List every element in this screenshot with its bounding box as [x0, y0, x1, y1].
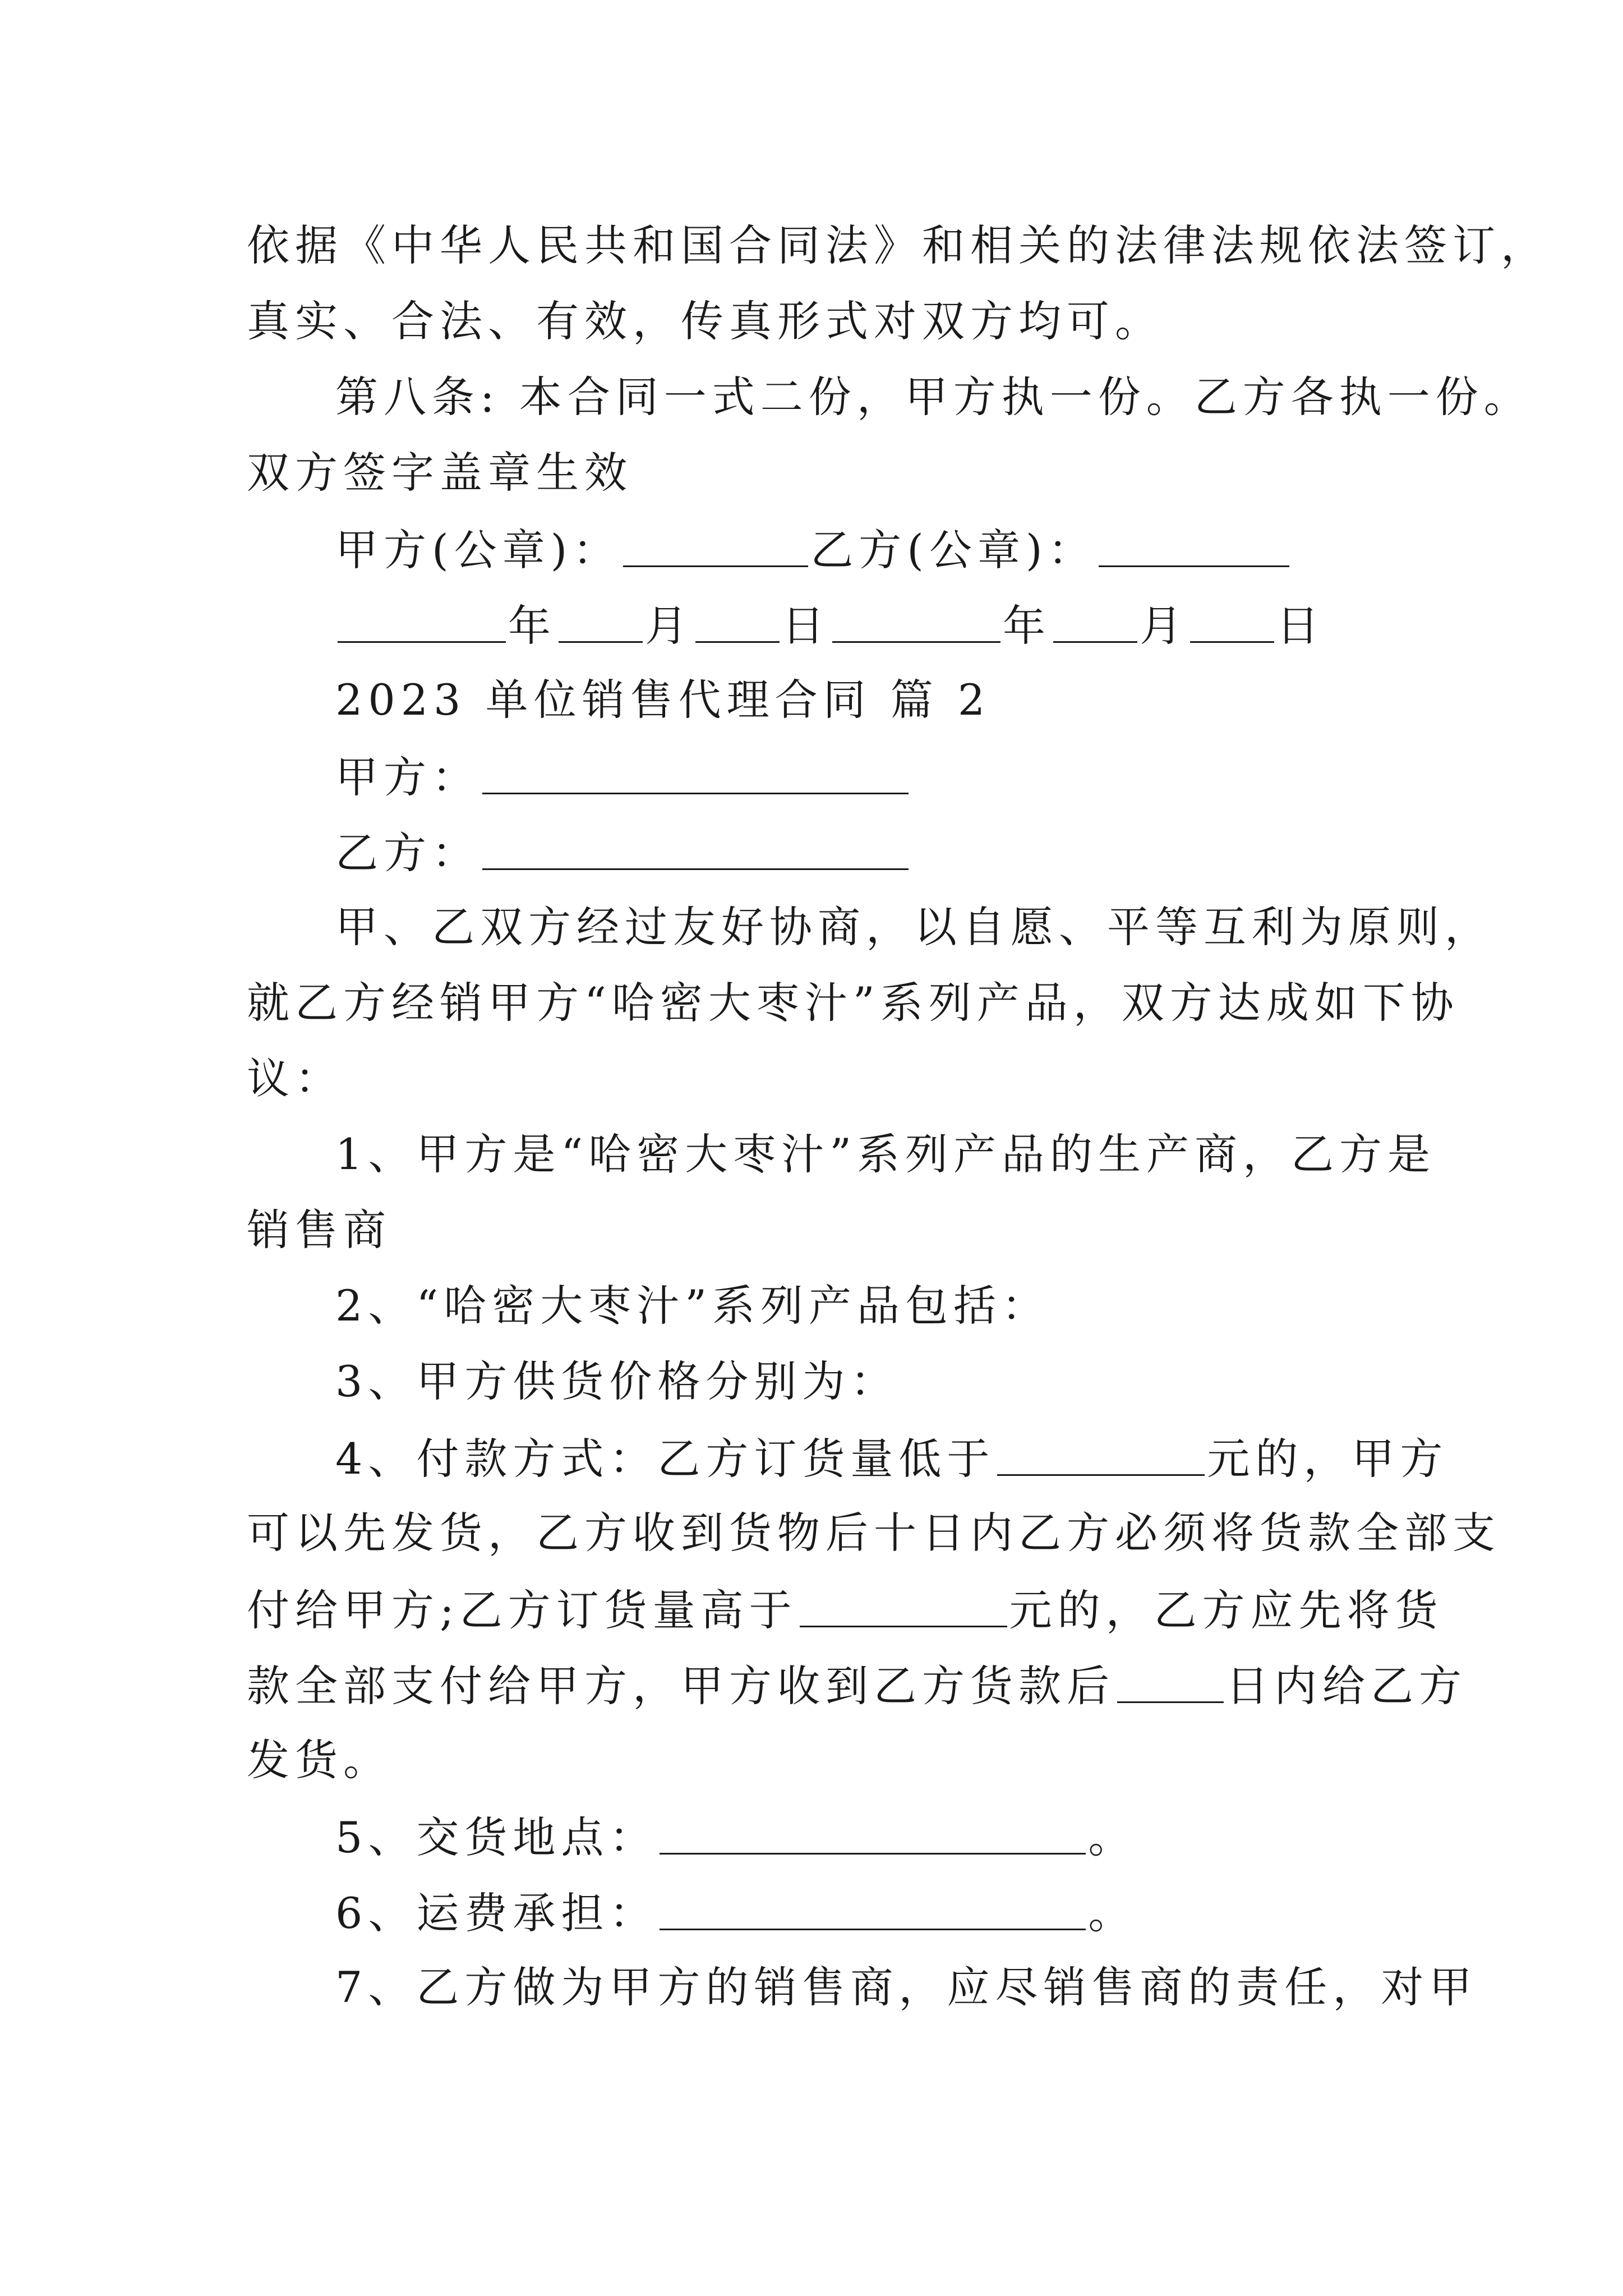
text: 。: [1088, 1812, 1137, 1862]
paragraph-line: [247, 1508, 1501, 1558]
paragraph-line: [247, 220, 1549, 270]
date-line: [335, 600, 1325, 651]
delivery-location-label: 5、交货地点：: [335, 1812, 658, 1862]
party-a-line: [335, 752, 911, 802]
signature-blank: [623, 527, 808, 567]
paragraph-line: [247, 296, 1163, 346]
signature-blank: [1099, 527, 1289, 567]
text: 款全部支付给甲方，甲方收到乙方货款后: [247, 1660, 1115, 1711]
text: 就乙方经销甲方“哈密大枣汁”系列产品，双方达成如下协: [247, 978, 1459, 1028]
date-blank: [559, 603, 643, 643]
date-blank: [695, 603, 780, 643]
clause-2-line: [335, 1281, 1050, 1331]
day-label: 日: [1276, 600, 1325, 651]
month-label: 月: [645, 600, 693, 651]
party-b-line: [335, 827, 911, 878]
date-blank: [832, 603, 1000, 643]
text: 议：: [247, 1053, 343, 1103]
paragraph-line: [247, 1205, 391, 1255]
date-blank: [1053, 603, 1137, 643]
year-label: 年: [1003, 600, 1051, 651]
text: 付给甲方;乙方订货量高于: [247, 1585, 797, 1635]
article-eight-line: [335, 372, 1532, 422]
freight-blank: [660, 1890, 1086, 1930]
day-label: 日: [782, 600, 830, 651]
text: 3、甲方供货价格分别为：: [335, 1356, 899, 1406]
text: 真实、合法、有效，传真形式对双方均可。: [247, 296, 1163, 346]
text: 日内给乙方: [1226, 1660, 1467, 1711]
paragraph-line: [335, 902, 1493, 952]
party-a-label: 甲方：: [335, 752, 480, 802]
paragraph-line: [247, 1053, 343, 1103]
year-label: 年: [508, 600, 556, 651]
amount-blank: [997, 1436, 1205, 1476]
amount-blank: [800, 1588, 1007, 1627]
party-a-seal-label: 甲方(公章)：: [335, 524, 621, 575]
text: 可以先发货，乙方收到货物后十日内乙方必须将货款全部支: [247, 1508, 1501, 1558]
text: 1、甲方是“哈密大枣汁”系列产品的生产商，乙方是: [335, 1129, 1436, 1179]
clause-5-line: [335, 1812, 1137, 1862]
paragraph-line: [247, 978, 1459, 1028]
text: 发货。: [247, 1735, 391, 1785]
text: 2023 单位销售代理合同 篇 2: [335, 675, 991, 725]
delivery-location-blank: [660, 1815, 1086, 1855]
text: 2、“哈密大枣汁”系列产品包括：: [335, 1281, 1050, 1331]
clause-1-line: [335, 1129, 1436, 1179]
text: 双方签字盖章生效: [247, 448, 633, 498]
text: 元的，乙方应先将货: [1009, 1585, 1444, 1635]
month-label: 月: [1140, 600, 1188, 651]
signature-line: [335, 524, 1292, 575]
text: 销售商: [247, 1205, 391, 1255]
party-a-blank: [482, 754, 909, 794]
section-heading: [335, 675, 991, 725]
text: 7、乙方做为甲方的销售商，应尽销售商的责任，对甲: [335, 1962, 1478, 2012]
text: 甲、乙双方经过友好协商，以自愿、平等互利为原则，: [335, 902, 1493, 952]
paragraph-line: [247, 1660, 1467, 1711]
paragraph-line: [247, 1585, 1444, 1635]
clause-3-line: [335, 1356, 899, 1406]
text: 4、付款方式：乙方订货量低于: [335, 1433, 995, 1484]
clause-4-line: [335, 1433, 1449, 1484]
freight-label: 6、运费承担：: [335, 1888, 658, 1938]
text: 依据《中华人民共和国合同法》和相关的法律法规依法签订，: [247, 220, 1549, 270]
clause-6-line: [335, 1888, 1137, 1938]
clause-7-line: [335, 1962, 1478, 2012]
paragraph-line: [247, 448, 633, 498]
paragraph-line: [247, 1735, 391, 1785]
party-b-blank: [482, 830, 909, 870]
days-blank: [1117, 1663, 1224, 1703]
date-blank: [338, 603, 506, 643]
text: 元的，甲方: [1207, 1433, 1449, 1484]
text: 第八条: 本合同一式二份，甲方执一份。乙方各执一份。: [335, 372, 1532, 422]
party-b-label: 乙方：: [335, 827, 480, 878]
party-b-seal-label: 乙方(公章)：: [810, 524, 1096, 575]
date-blank: [1190, 603, 1274, 643]
text: 。: [1088, 1888, 1137, 1938]
